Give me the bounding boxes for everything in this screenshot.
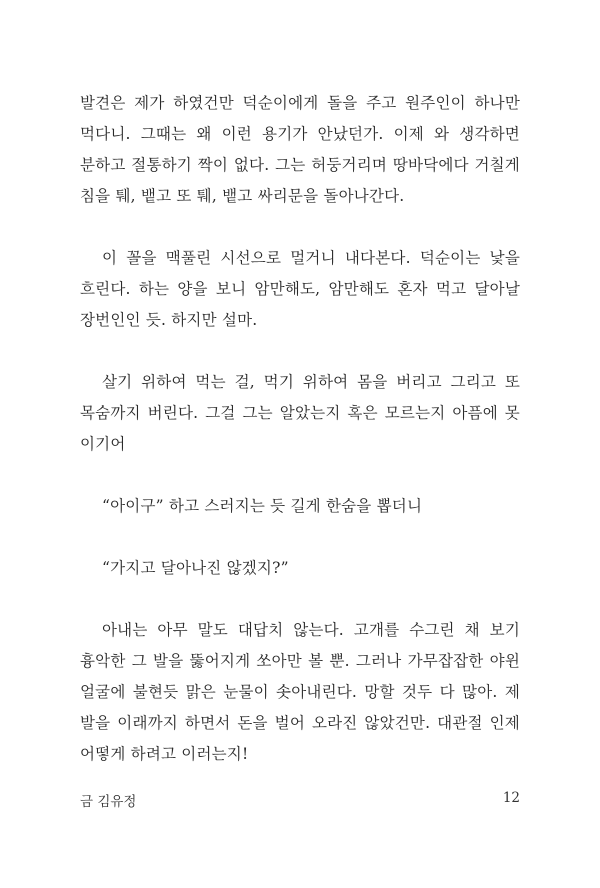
footer-author-title: 금 김유정: [80, 794, 137, 810]
page-number: 12: [502, 790, 520, 806]
paragraph-6: 아내는 아무 말도 대답치 않는다. 고개를 수그린 채 보기 흉악한 그 발을 뚫어지게 쏘아만 볼 뿐. 그러나 가무잡잡한 야윈 얼굴에 불현듯 맑은 눈물이 솟아내린다. 망할 것두 다 많아. 제 발을 이래까지 하면서 돈을 벌어 오라진 않았건만. 대관절 인제 어떻게 하려고 이러는지!: [80, 621, 520, 763]
body-text: [80, 88, 520, 801]
paragraph-2: 이 꼴을 맥풀린 시선으로 멀거니 내다본다. 덕순이는 낯을 흐린다. 하는 양을 보니 암만해도, 암만해도 혼자 먹고 달아날 장번인인 듯. 하지만 설마.: [80, 249, 520, 329]
paragraph-1: 발견은 제가 하였건만 덕순이에게 돌을 주고 원주인이 하나만 먹다니. 그때는 왜 이런 용기가 안났던가. 이제 와 생각하면 분하고 절통하기 짝이 없다. 그는 허둥거리며 땅바닥에다 거칠게 침을 퉤, 뱉고 또 퉤, 뱉고 싸리문을 돌아나간다.: [80, 94, 520, 205]
paragraph-4: “아이구” 하고 스러지는 듯 길게 한숨을 뽑더니: [102, 497, 423, 515]
paragraph-5: “가지고 달아나진 않겠지?”: [102, 559, 289, 577]
paragraph-3: 살기 위하여 먹는 걸, 먹기 위하여 몸을 버리고 그리고 또 목숨까지 버린다. 그걸 그는 알았는지 혹은 모르는지 아픔에 못 이기어: [80, 373, 520, 453]
page-footer: [80, 790, 520, 810]
